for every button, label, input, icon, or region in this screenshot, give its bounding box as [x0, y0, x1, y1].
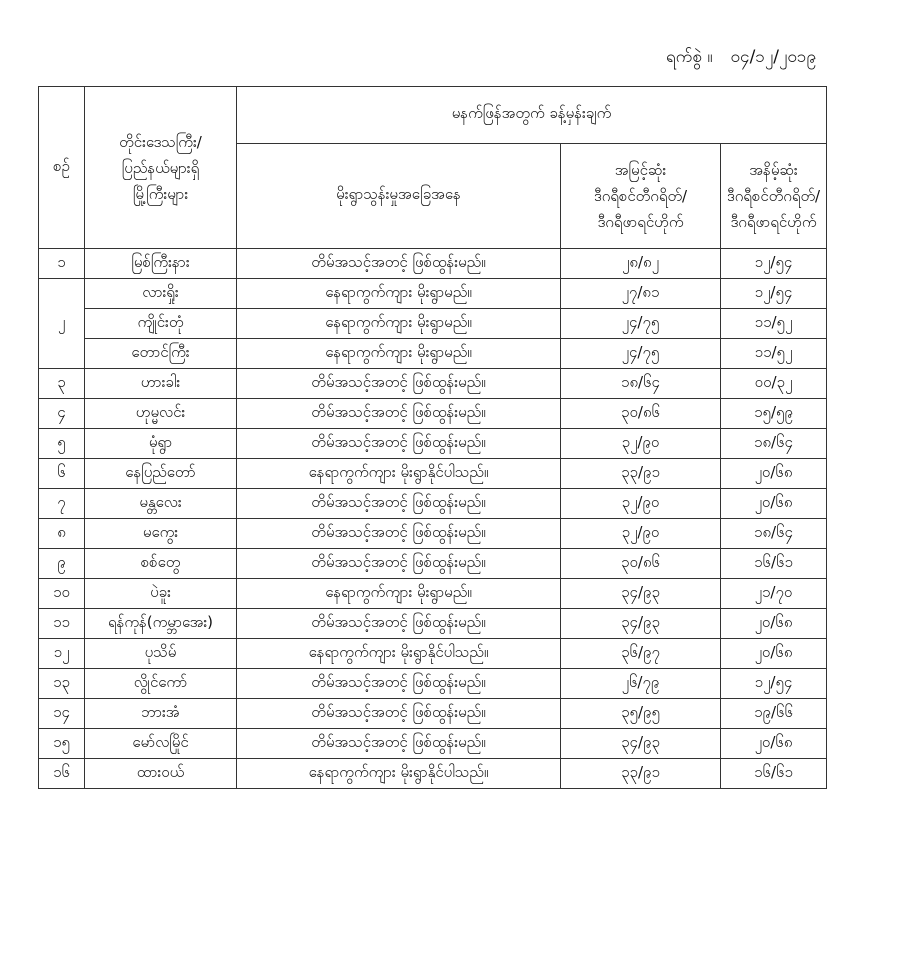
serial-cell: ၆: [39, 459, 85, 489]
serial-cell: ၁၆: [39, 759, 85, 789]
weather-cell: တိမ်အသင့်အတင့် ဖြစ်ထွန်းမည်။: [237, 369, 561, 399]
max-temp-cell: ၃၄/၉၃: [561, 579, 721, 609]
weather-cell: နေရာကွက်ကျား မိုးရွာမည်။: [237, 579, 561, 609]
min-temp-cell: ၁၆/၆၁: [721, 549, 827, 579]
serial-cell: ၁၅: [39, 729, 85, 759]
table-row: [39, 669, 827, 699]
header-region: [85, 87, 237, 249]
serial-cell: ၈: [39, 519, 85, 549]
city-cell: ဟားခါး: [85, 369, 237, 399]
serial-cell: ၄: [39, 399, 85, 429]
table-row: [39, 309, 827, 339]
min-temp-cell: ၂၀/၆၈: [721, 729, 827, 759]
max-temp-cell: ၂၄/၇၅: [561, 309, 721, 339]
header-min-line: ဒီဂရီစင်တီဂရိတ်/: [726, 187, 821, 205]
date-line: [500, 44, 816, 72]
header-max-line: အမြင့်ဆုံး: [614, 161, 667, 179]
max-temp-cell: ၃၄/၉၃: [561, 729, 721, 759]
header-max-line: ဒီဂရီစင်တီဂရိတ်/: [593, 187, 688, 205]
date-value: ၀၄/၁၂/၂၀၁၉: [730, 46, 816, 67]
table-row: [39, 729, 827, 759]
table-row: [39, 339, 827, 369]
serial-cell: ၃: [39, 369, 85, 399]
header-min-line: အနိမ့်ဆုံး: [749, 161, 798, 179]
max-temp-cell: ၂၄/၇၅: [561, 339, 721, 369]
city-cell: ဟုမ္မလင်း: [85, 399, 237, 429]
serial-cell: ၇: [39, 489, 85, 519]
weather-cell: တိမ်အသင့်အတင့် ဖြစ်ထွန်းမည်။: [237, 249, 561, 279]
table-row: [39, 489, 827, 519]
header-forecast-group: မနက်ဖြန်အတွက် ခန့်မှန်းချက်: [237, 87, 827, 144]
table-row: [39, 519, 827, 549]
max-temp-cell: ၂၈/၈၂: [561, 249, 721, 279]
city-cell: ဘားအံ: [85, 699, 237, 729]
min-temp-cell: ၁၈/၆၄: [721, 519, 827, 549]
city-cell: မကွေး: [85, 519, 237, 549]
weather-cell: နေရာကွက်ကျား မိုးရွာနိုင်ပါသည်။: [237, 759, 561, 789]
city-cell: တောင်ကြီး: [85, 339, 237, 369]
serial-cell: ၁: [39, 249, 85, 279]
min-temp-cell: ၂၀/၆၈: [721, 489, 827, 519]
city-cell: လွိုင်ကော်: [85, 669, 237, 699]
min-temp-cell: ၁၈/၆၄: [721, 429, 827, 459]
city-cell: လားရှိုး: [85, 279, 237, 309]
weather-cell: တိမ်အသင့်အတင့် ဖြစ်ထွန်းမည်။: [237, 399, 561, 429]
table-row: [39, 759, 827, 789]
table-row: [39, 369, 827, 399]
header-min-temp: [721, 144, 827, 249]
city-cell: မြစ်ကြီးနား: [85, 249, 237, 279]
weather-cell: တိမ်အသင့်အတင့် ဖြစ်ထွန်းမည်။: [237, 489, 561, 519]
max-temp-cell: ၃၂/၉၀: [561, 519, 721, 549]
max-temp-cell: ၁၈/၆၄: [561, 369, 721, 399]
table-row: [39, 279, 827, 309]
min-temp-cell: ၁၉/၆၆: [721, 699, 827, 729]
min-temp-cell: ၀၀/၃၂: [721, 369, 827, 399]
min-temp-cell: ၂၀/၆၈: [721, 609, 827, 639]
city-cell: ပဲခူး: [85, 579, 237, 609]
min-temp-cell: ၁၂/၅၄: [721, 669, 827, 699]
weather-cell: နေရာကွက်ကျား မိုးရွာမည်။: [237, 279, 561, 309]
max-temp-cell: ၃၂/၉၀: [561, 429, 721, 459]
max-temp-cell: ၃၅/၉၅: [561, 699, 721, 729]
city-cell: မန္တလေး: [85, 489, 237, 519]
table-row: [39, 249, 827, 279]
min-temp-cell: ၁၂/၅၄: [721, 279, 827, 309]
min-temp-cell: ၁၆/၆၁: [721, 759, 827, 789]
header-min-line: ဒီဂရီဖာရင်ဟိုက်: [730, 213, 817, 231]
min-temp-cell: ၂၁/၇၀: [721, 579, 827, 609]
table-row: [39, 609, 827, 639]
serial-cell: ၂: [39, 279, 85, 369]
min-temp-cell: ၁၂/၅၄: [721, 249, 827, 279]
max-temp-cell: ၃၆/၉၇: [561, 639, 721, 669]
city-cell: မုံရွာ: [85, 429, 237, 459]
serial-cell: ၁၄: [39, 699, 85, 729]
max-temp-cell: ၂၇/၈၁: [561, 279, 721, 309]
table-row: [39, 579, 827, 609]
header-max-line: ဒီဂရီဖာရင်ဟိုက်: [597, 213, 684, 231]
table-row: [39, 639, 827, 669]
header-region-line: တိုင်းဒေသကြီး/: [119, 132, 202, 151]
header-serial: စဉ်: [39, 87, 85, 249]
max-temp-cell: ၃၃/၉၁: [561, 459, 721, 489]
serial-cell: ၁၁: [39, 609, 85, 639]
city-cell: ထားဝယ်: [85, 759, 237, 789]
table-row: [39, 549, 827, 579]
min-temp-cell: ၁၁/၅၂: [721, 339, 827, 369]
forecast-table: [38, 86, 827, 789]
min-temp-cell: ၁၁/၅၂: [721, 309, 827, 339]
date-label: ရက်စွဲ ။: [665, 46, 713, 67]
weather-cell: တိမ်အသင့်အတင့် ဖြစ်ထွန်းမည်။: [237, 429, 561, 459]
city-cell: ရန်ကုန်(ကမ္ဘာအေး): [85, 609, 237, 639]
table-row: [39, 429, 827, 459]
header-region-line: မြို့ကြီးများ: [132, 184, 189, 203]
serial-cell: ၁၂: [39, 639, 85, 669]
weather-cell: တိမ်အသင့်အတင့် ဖြစ်ထွန်းမည်။: [237, 699, 561, 729]
weather-cell: တိမ်အသင့်အတင့် ဖြစ်ထွန်းမည်။: [237, 549, 561, 579]
weather-cell: နေရာကွက်ကျား မိုးရွာမည်။: [237, 309, 561, 339]
serial-cell: ၁၀: [39, 579, 85, 609]
max-temp-cell: ၃၄/၉၃: [561, 609, 721, 639]
city-cell: နေပြည်တော်: [85, 459, 237, 489]
table-row: [39, 399, 827, 429]
weather-cell: တိမ်အသင့်အတင့် ဖြစ်ထွန်းမည်။: [237, 609, 561, 639]
max-temp-cell: ၃၂/၉၀: [561, 489, 721, 519]
header-weather: မိုးရွာသွန်းမှုအခြေအနေ: [237, 144, 561, 249]
min-temp-cell: ၂၀/၆၈: [721, 639, 827, 669]
max-temp-cell: ၂၆/၇၉: [561, 669, 721, 699]
serial-cell: ၁၃: [39, 669, 85, 699]
min-temp-cell: ၁၅/၅၉: [721, 399, 827, 429]
table-row: [39, 699, 827, 729]
max-temp-cell: ၃၀/၈၆: [561, 549, 721, 579]
min-temp-cell: ၂၀/၆၈: [721, 459, 827, 489]
city-cell: ကျိုင်းတုံ: [85, 309, 237, 339]
weather-cell: နေရာကွက်ကျား မိုးရွာနိုင်ပါသည်။: [237, 639, 561, 669]
header-region-line: ပြည်နယ်များရှိ: [121, 158, 200, 177]
max-temp-cell: ၃၀/၈၆: [561, 399, 721, 429]
max-temp-cell: ၃၃/၉၁: [561, 759, 721, 789]
weather-cell: တိမ်အသင့်အတင့် ဖြစ်ထွန်းမည်။: [237, 729, 561, 759]
table-row: [39, 459, 827, 489]
header-max-temp: [561, 144, 721, 249]
weather-cell: တိမ်အသင့်အတင့် ဖြစ်ထွန်းမည်။: [237, 519, 561, 549]
city-cell: မော်လမြိုင်: [85, 729, 237, 759]
serial-cell: ၉: [39, 549, 85, 579]
city-cell: ပုသိမ်: [85, 639, 237, 669]
city-cell: စစ်တွေ: [85, 549, 237, 579]
weather-cell: တိမ်အသင့်အတင့် ဖြစ်ထွန်းမည်။: [237, 669, 561, 699]
weather-cell: နေရာကွက်ကျား မိုးရွာမည်။: [237, 339, 561, 369]
weather-cell: နေရာကွက်ကျား မိုးရွာနိုင်ပါသည်။: [237, 459, 561, 489]
serial-cell: ၅: [39, 429, 85, 459]
